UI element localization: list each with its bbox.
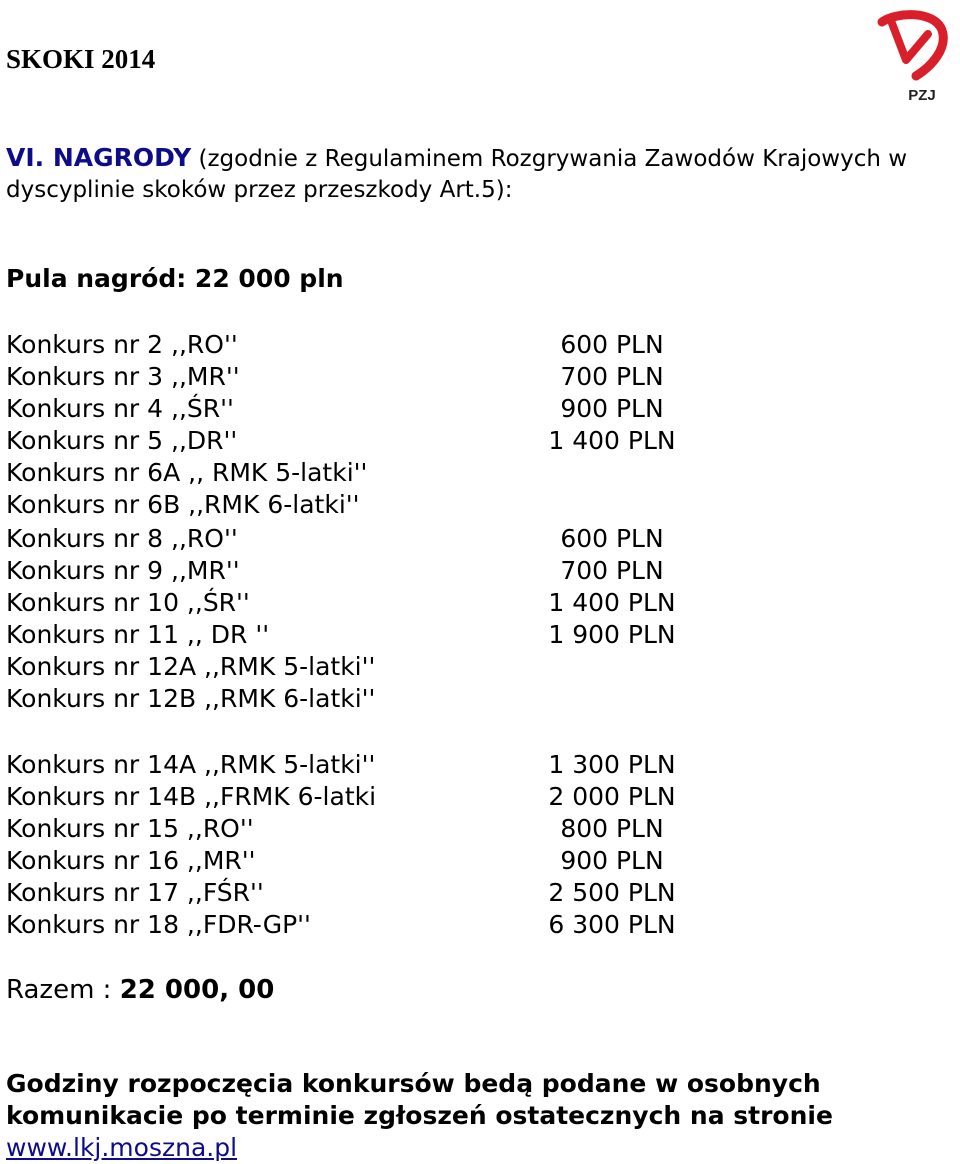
competition-name: Konkurs nr 11 ,, DR '' bbox=[6, 620, 270, 649]
footer-note bbox=[6, 1068, 946, 1164]
competition-amount: 600 PLN bbox=[560, 330, 664, 359]
competition-name: Konkurs nr 5 ,,DR'' bbox=[6, 426, 238, 455]
competition-name: Konkurs nr 12B ,,RMK 6-latki'' bbox=[6, 684, 376, 713]
total-label: Razem : bbox=[6, 975, 120, 1005]
competition-name: Konkurs nr 14A ,,RMK 5-latki'' bbox=[6, 750, 376, 779]
competition-name: Konkurs nr 6B ,,RMK 6-latki'' bbox=[6, 490, 360, 519]
logo-text: PZJ bbox=[908, 87, 936, 104]
section-heading bbox=[6, 142, 946, 206]
competition-row bbox=[6, 489, 946, 521]
competition-row bbox=[6, 425, 946, 457]
competition-amount: 2 500 PLN bbox=[548, 878, 676, 907]
competition-row bbox=[6, 619, 946, 651]
competition-row bbox=[6, 523, 946, 555]
competition-amount: 700 PLN bbox=[560, 362, 664, 391]
competition-name: Konkurs nr 14B ,,FRMK 6-latki bbox=[6, 782, 377, 811]
competition-row bbox=[6, 845, 946, 877]
competition-row bbox=[6, 781, 946, 813]
page-title: SKOKI 2014 bbox=[6, 44, 156, 74]
competition-name: Konkurs nr 17 ,,FŚR'' bbox=[6, 878, 264, 907]
competition-amount: 1 400 PLN bbox=[548, 588, 676, 617]
competition-row bbox=[6, 361, 946, 393]
competition-amount: 6 300 PLN bbox=[548, 910, 676, 939]
total-line bbox=[6, 975, 274, 1005]
competition-row bbox=[6, 393, 946, 425]
competition-amount: 1 300 PLN bbox=[548, 750, 676, 779]
competition-name: Konkurs nr 8 ,,RO'' bbox=[6, 524, 238, 553]
competition-name: Konkurs nr 12A ,,RMK 5-latki'' bbox=[6, 652, 376, 681]
competition-amount: 800 PLN bbox=[560, 814, 664, 843]
competition-row bbox=[6, 877, 946, 909]
competition-amount: 2 000 PLN bbox=[548, 782, 676, 811]
competition-amount: 1 400 PLN bbox=[548, 426, 676, 455]
footer-text: Godziny rozpoczęcia konkursów bedą podane w osobnych komunikacie po terminie zgłoszeń ostatecznych na stronie bbox=[6, 1069, 833, 1130]
competition-name: Konkurs nr 6A ,, RMK 5-latki'' bbox=[6, 458, 368, 487]
competition-row bbox=[6, 813, 946, 845]
competition-name: Konkurs nr 4 ,,ŚR'' bbox=[6, 394, 234, 423]
section-lead: VI. NAGRODY bbox=[6, 143, 192, 172]
competition-name: Konkurs nr 18 ,,FDR-GP'' bbox=[6, 910, 311, 939]
competition-amount: 900 PLN bbox=[560, 846, 664, 875]
prize-pool: Pula nagród: 22 000 pln bbox=[6, 264, 344, 293]
competition-row bbox=[6, 909, 946, 941]
competition-row bbox=[6, 555, 946, 587]
competition-amount: 1 900 PLN bbox=[548, 620, 676, 649]
competition-amount: 600 PLN bbox=[560, 524, 664, 553]
competition-row bbox=[6, 329, 946, 361]
competition-row bbox=[6, 587, 946, 619]
competition-amount: 700 PLN bbox=[560, 556, 664, 585]
total-value: 22 000, 00 bbox=[119, 975, 275, 1005]
competition-row bbox=[6, 457, 946, 489]
section-description: (zgodnie z Regulaminem Rozgrywania Zawodów Krajowych w dyscyplinie skoków przez przeszkody Art.5): bbox=[6, 146, 908, 203]
pzj-logo bbox=[876, 8, 952, 106]
website-link[interactable]: www.lkj.moszna.pl bbox=[6, 1133, 238, 1162]
competition-name: Konkurs nr 16 ,,MR'' bbox=[6, 846, 256, 875]
competition-row bbox=[6, 651, 946, 683]
competition-amount: 900 PLN bbox=[560, 394, 664, 423]
competition-name: Konkurs nr 9 ,,MR'' bbox=[6, 556, 240, 585]
competition-row bbox=[6, 683, 946, 715]
competition-name: Konkurs nr 15 ,,RO'' bbox=[6, 814, 254, 843]
competition-name: Konkurs nr 3 ,,MR'' bbox=[6, 362, 240, 391]
competition-row bbox=[6, 749, 946, 781]
competition-name: Konkurs nr 2 ,,RO'' bbox=[6, 330, 238, 359]
competition-name: Konkurs nr 10 ,,ŚR'' bbox=[6, 588, 250, 617]
